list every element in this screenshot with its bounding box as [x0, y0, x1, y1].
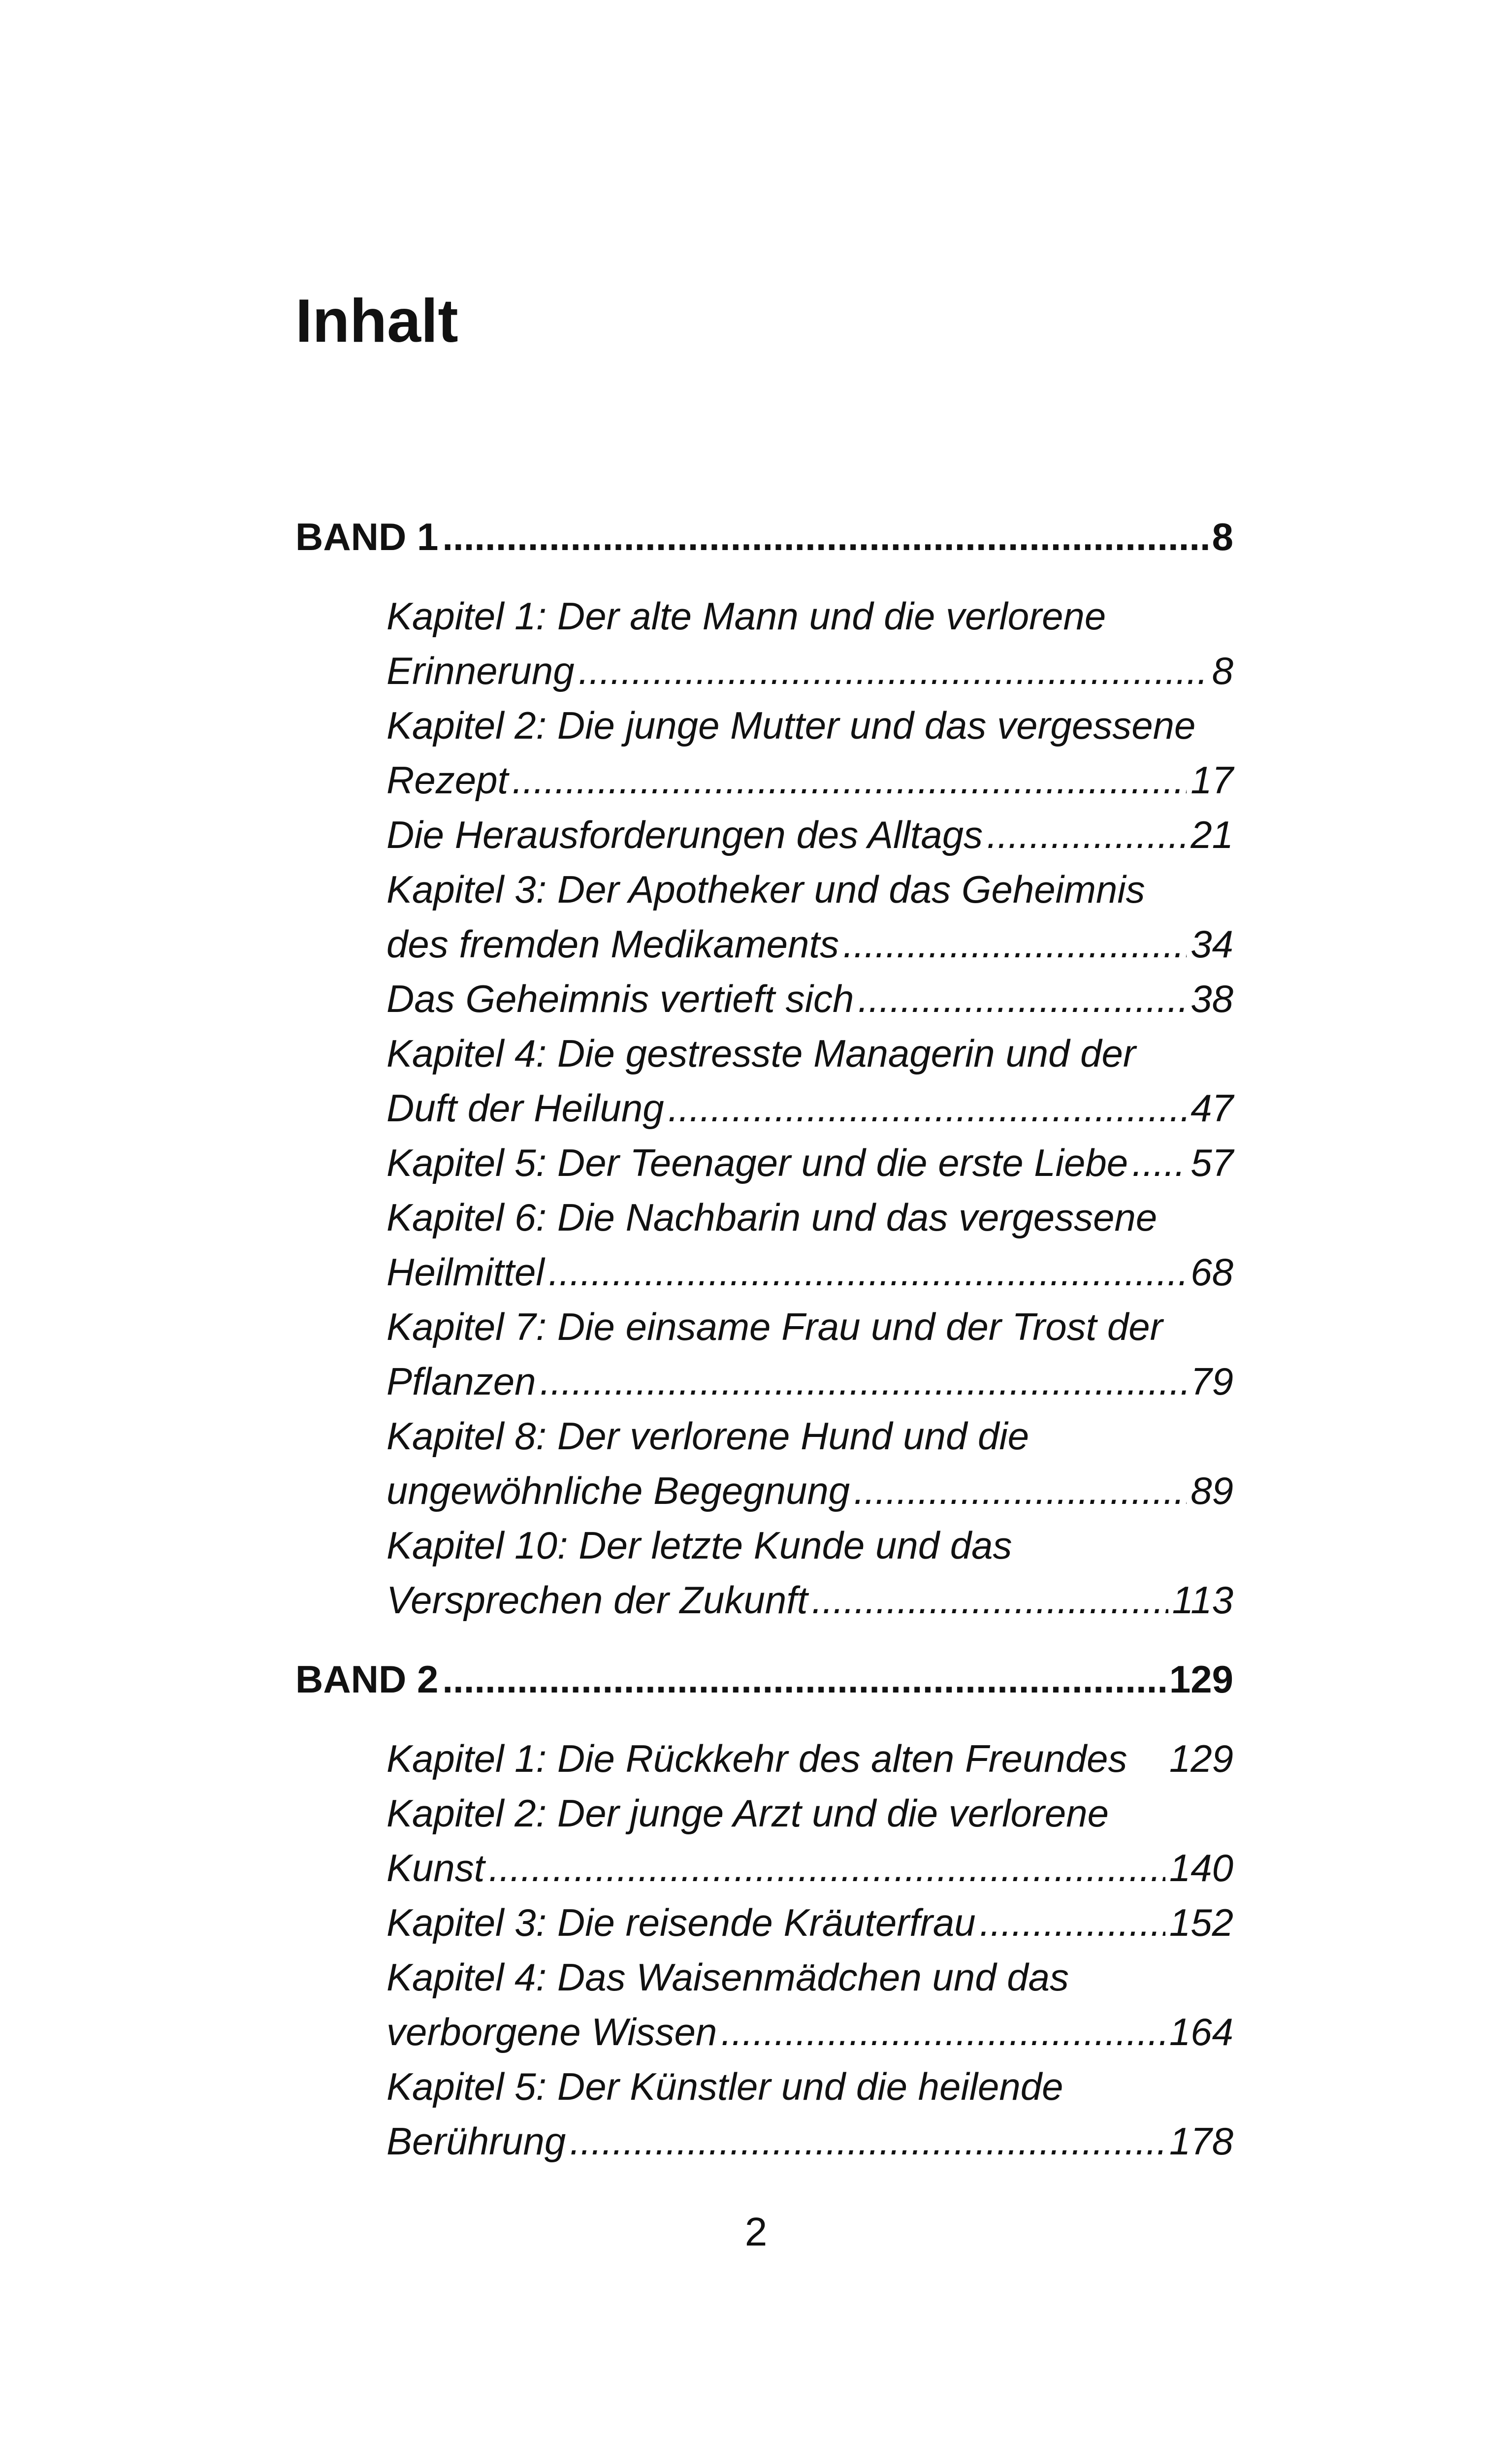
- toc-entry[interactable]: [386, 1409, 1233, 1518]
- toc-entry[interactable]: [386, 1300, 1233, 1409]
- dot-leader: [854, 1464, 1187, 1518]
- toc-entry[interactable]: [386, 808, 1233, 862]
- entry-title-line: Kapitel 3: Der Apotheker und das Geheimnis: [386, 868, 1145, 911]
- entry-last-line: [386, 1573, 1233, 1628]
- band-label: BAND 2: [295, 1658, 439, 1701]
- entry-title-line: des fremden Medikaments: [386, 922, 839, 966]
- entry-last-line: [386, 2114, 1233, 2169]
- dot-leader: [843, 917, 1187, 972]
- entry-last-line: [386, 644, 1233, 698]
- band-page-number: 129: [1169, 1658, 1233, 1701]
- entry-page-number: 8: [1212, 649, 1233, 692]
- entry-title-line: verborgene Wissen: [386, 2010, 717, 2053]
- entry-title-line: Pflanzen: [386, 1360, 536, 1403]
- dot-leader: [812, 1573, 1168, 1628]
- entry-title-line: Kapitel 1: Der alte Mann und die verlorene: [386, 594, 1106, 638]
- band-page-number: 8: [1212, 515, 1233, 558]
- entry-title-line: Kapitel 10: Der letzte Kunde und das: [386, 1524, 1012, 1567]
- entry-title-line: Kapitel 4: Die gestresste Managerin und der: [386, 1032, 1136, 1075]
- entry-title-line: Erinnerung: [386, 649, 575, 692]
- toc-entry[interactable]: [386, 1950, 1233, 2059]
- entry-page-number: 140: [1169, 1846, 1233, 1889]
- entry-last-line: [386, 1245, 1233, 1300]
- dot-leader: [512, 753, 1187, 808]
- entry-page-number: 68: [1190, 1250, 1233, 1294]
- entry-title-line: Berührung: [386, 2119, 566, 2163]
- entry-page-number: 152: [1169, 1901, 1233, 1944]
- entry-title-line: Duft der Heilung: [386, 1086, 664, 1130]
- entry-last-line: [386, 1731, 1233, 1786]
- entry-title-line: ungewöhnliche Begegnung: [386, 1469, 850, 1512]
- page-number: 2: [744, 2210, 768, 2254]
- dot-leader: [987, 808, 1187, 862]
- toc-entry[interactable]: [386, 972, 1233, 1026]
- entry-title-line: Rezept: [386, 758, 509, 802]
- toc-entry[interactable]: [386, 2059, 1233, 2169]
- dot-leader: [980, 1895, 1165, 1950]
- toc-entry[interactable]: [386, 862, 1233, 972]
- band-label: BAND 1: [295, 515, 439, 558]
- entry-title-line: Kapitel 5: Der Teenager und die erste Liebe: [386, 1141, 1128, 1184]
- entry-title-line: Versprechen der Zukunft: [386, 1578, 808, 1622]
- entry-page-number: 79: [1190, 1360, 1233, 1403]
- dot-leader: [721, 2005, 1165, 2059]
- entry-page-number: 178: [1169, 2119, 1233, 2163]
- chapter-list: [295, 564, 1233, 1652]
- entry-title-line: Kapitel 5: Der Künstler und die heilende: [386, 2065, 1063, 2108]
- entry-page-number: 57: [1190, 1141, 1233, 1184]
- entry-page-number: 34: [1190, 922, 1233, 966]
- entry-page-number: 113: [1172, 1578, 1233, 1622]
- entry-page-number: 164: [1169, 2010, 1233, 2053]
- toc-entry[interactable]: [386, 1895, 1233, 1950]
- dot-leader: [488, 1841, 1165, 1895]
- entry-last-line: [386, 1841, 1233, 1895]
- entry-page-number: 17: [1190, 758, 1233, 802]
- entry-page-number: 21: [1190, 813, 1233, 856]
- toc-band-heading[interactable]: [295, 510, 1233, 564]
- entry-title-line: Das Geheimnis vertieft sich: [386, 977, 854, 1020]
- entry-title-line: Kapitel 1: Die Rückkehr des alten Freundes: [386, 1737, 1127, 1780]
- dot-leader: [1132, 1136, 1187, 1190]
- toc-entry[interactable]: [386, 1731, 1233, 1786]
- page-title: Inhalt: [295, 287, 458, 355]
- entry-title-line: Kapitel 6: Die Nachbarin und das vergessene: [386, 1196, 1158, 1239]
- entry-last-line: [386, 1081, 1233, 1136]
- entry-title-line: Die Herausforderungen des Alltags: [386, 813, 983, 856]
- dot-leader: [668, 1081, 1187, 1136]
- entry-last-line: [386, 753, 1233, 808]
- toc-entry[interactable]: [386, 1026, 1233, 1136]
- entry-title-line: Kunst: [386, 1846, 485, 1889]
- entry-title-line: Kapitel 3: Die reisende Kräuterfrau: [386, 1901, 976, 1944]
- entry-last-line: [386, 1136, 1233, 1190]
- entry-last-line: [386, 1464, 1233, 1518]
- entry-last-line: [386, 1354, 1233, 1409]
- entry-title-line: Kapitel 2: Der junge Arzt und die verlorene: [386, 1792, 1109, 1835]
- entry-page-number: 47: [1190, 1086, 1233, 1130]
- entry-title-line: Kapitel 7: Die einsame Frau und der Trost der: [386, 1305, 1163, 1348]
- entry-last-line: [386, 972, 1233, 1026]
- dot-leader: [442, 510, 1208, 564]
- dot-leader: [442, 1652, 1165, 1707]
- toc-entry[interactable]: [386, 1136, 1233, 1190]
- dot-leader: [570, 2114, 1165, 2169]
- entry-title-line: Kapitel 2: Die junge Mutter und das vergessene: [386, 704, 1196, 747]
- entry-page-number: 89: [1190, 1469, 1233, 1512]
- toc-entry[interactable]: [386, 589, 1233, 698]
- entry-page-number: 38: [1190, 977, 1233, 1020]
- dot-leader: [548, 1245, 1187, 1300]
- toc-entry[interactable]: [386, 1786, 1233, 1895]
- entry-title-line: Heilmittel: [386, 1250, 545, 1294]
- toc-entry[interactable]: [386, 1518, 1233, 1628]
- toc-entry[interactable]: [386, 1190, 1233, 1300]
- entry-last-line: [386, 808, 1233, 862]
- toc-band-heading[interactable]: [295, 1652, 1233, 1707]
- entry-last-line: [386, 2005, 1233, 2059]
- table-of-contents: [295, 510, 1233, 2193]
- entry-last-line: [386, 917, 1233, 972]
- entry-last-line: [386, 1895, 1233, 1950]
- dot-leader: [858, 972, 1187, 1026]
- entry-title-line: Kapitel 8: Der verlorene Hund und die: [386, 1414, 1029, 1458]
- toc-entry[interactable]: [386, 698, 1233, 808]
- entry-page-number: 129: [1169, 1737, 1233, 1780]
- chapter-list: [295, 1707, 1233, 2193]
- entry-title-line: Kapitel 4: Das Waisenmädchen und das: [386, 1955, 1069, 1999]
- dot-leader: [540, 1354, 1187, 1409]
- dot-leader: [579, 644, 1208, 698]
